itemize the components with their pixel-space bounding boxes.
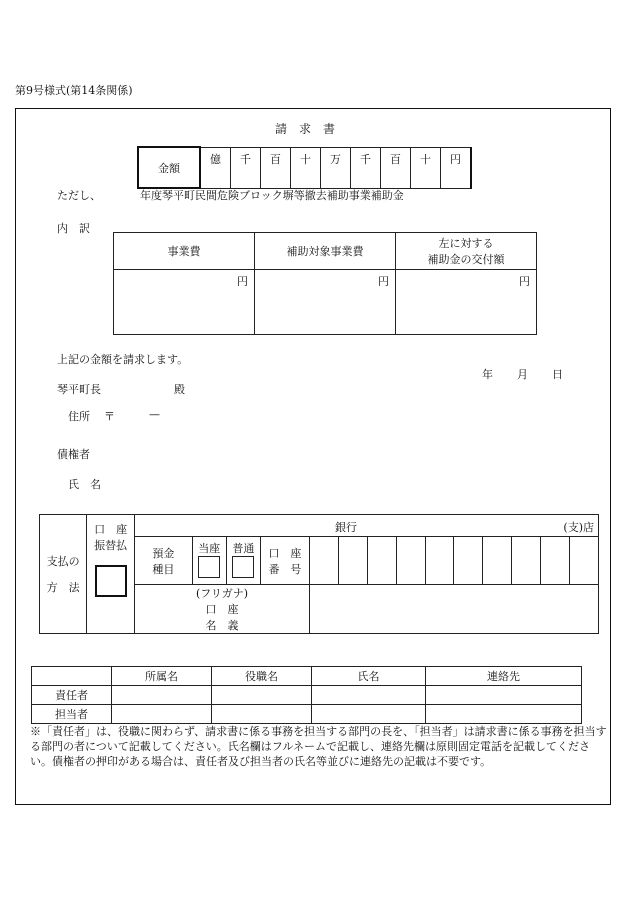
digit-man[interactable]: 万 xyxy=(321,147,351,188)
addressee-honorific: 殿 xyxy=(174,383,185,396)
amount-label: 金額 xyxy=(138,147,200,188)
account-transfer-line1: 口 座 xyxy=(94,523,128,536)
footnote: ※「責任者」は、役職に関わらず、請求書に係る事務を担当する部門の長を、「担当者」は請求書に係る事務を担当する部門の者について記載してください。氏名欄はフルネームで記載し、連絡先欄は原則固定電話を記載してください。債権者の押印がある場合は、責任者及び担当者の氏名等並びに連絡先の記載は不要です。 xyxy=(30,725,607,768)
digit-juu-man[interactable]: 十 xyxy=(291,147,321,188)
purpose-text: 年度琴平町民間危険ブロック塀等撤去補助事業補助金 xyxy=(140,189,404,202)
ordinary-account-checkbox[interactable] xyxy=(232,556,254,578)
row-label-staff: 担当者 xyxy=(32,705,112,724)
address-label: 住所 xyxy=(68,410,90,423)
digit-sen[interactable]: 千 xyxy=(351,147,381,188)
header-position: 役職名 xyxy=(212,667,312,686)
ordinary-account-label: 普通 xyxy=(232,542,255,555)
header-grant-amount xyxy=(396,233,537,270)
responsible-name[interactable] xyxy=(312,686,426,705)
account-number-line2: 番 号 xyxy=(268,562,302,576)
addressee-name: 琴平町長 xyxy=(57,383,101,396)
deposit-type-label xyxy=(135,537,193,585)
staff-name[interactable] xyxy=(312,705,426,724)
date-year: 年 xyxy=(482,368,493,381)
payment-method-label xyxy=(40,515,87,634)
deposit-type-line1: 預金 xyxy=(152,546,175,560)
page-title: 請 求 書 xyxy=(275,122,336,136)
branch-label: (支)店 xyxy=(563,521,594,534)
responsible-position[interactable] xyxy=(212,686,312,705)
account-digit-cell[interactable] xyxy=(309,537,338,585)
row-label-responsible: 責任者 xyxy=(32,686,112,705)
digit-juu[interactable]: 十 xyxy=(411,147,441,188)
account-digit-cell[interactable] xyxy=(569,537,598,585)
digit-hyaku-man[interactable]: 百 xyxy=(261,147,291,188)
digit-oku[interactable]: 億 xyxy=(200,147,231,188)
furigana-label: (フリガナ) xyxy=(195,587,249,600)
breakdown-label: 内 訳 xyxy=(57,222,90,235)
header-eligible-cost: 補助対象事業費 xyxy=(255,233,396,270)
purpose-prefix: ただし、 xyxy=(57,189,101,202)
postal-mark: 〒 xyxy=(104,410,115,423)
project-cost-cell[interactable] xyxy=(114,270,255,335)
current-account-checkbox[interactable] xyxy=(198,556,220,578)
header-grant-line1: 左に対する xyxy=(438,237,494,250)
account-transfer-line2: 振替払 xyxy=(94,539,128,552)
request-text: 上記の金額を請求します。 xyxy=(57,353,189,366)
date-day: 日 xyxy=(552,368,563,381)
bank-label: 銀行 xyxy=(335,521,358,534)
account-digit-cell[interactable] xyxy=(396,537,425,585)
account-digit-cell[interactable] xyxy=(367,537,396,585)
payment-method-line2: 方 法 xyxy=(46,581,80,594)
account-transfer-cell xyxy=(87,515,135,634)
postal-dash: — xyxy=(149,408,160,421)
responsible-contact[interactable] xyxy=(426,686,582,705)
responsible-department[interactable] xyxy=(112,686,212,705)
account-holder-label xyxy=(135,585,310,634)
current-account-cell[interactable] xyxy=(192,537,226,585)
account-holder-field[interactable] xyxy=(309,585,598,634)
transfer-checkbox[interactable] xyxy=(95,565,127,597)
deposit-type-line2: 種目 xyxy=(152,562,175,576)
header-name: 氏名 xyxy=(312,667,426,686)
account-digit-cell[interactable] xyxy=(454,537,483,585)
eligible-cost-cell[interactable] xyxy=(255,270,396,335)
ordinary-account-cell[interactable] xyxy=(226,537,260,585)
account-digit-cell[interactable] xyxy=(541,537,570,585)
digit-hyaku[interactable]: 百 xyxy=(381,147,411,188)
header-grant-line2: 補助金の交付額 xyxy=(427,253,505,266)
digit-sen-man[interactable]: 千 xyxy=(231,147,261,188)
header-department: 所属名 xyxy=(112,667,212,686)
bank-row[interactable] xyxy=(135,515,599,537)
digit-en[interactable]: 円 xyxy=(441,147,472,188)
header-project-cost: 事業費 xyxy=(114,233,255,270)
account-digit-cell[interactable] xyxy=(512,537,541,585)
grant-amount-cell[interactable] xyxy=(396,270,537,335)
staff-position[interactable] xyxy=(212,705,312,724)
date-month: 月 xyxy=(517,368,528,381)
account-number-label xyxy=(260,537,309,585)
account-digit-cell[interactable] xyxy=(483,537,512,585)
account-digit-cell[interactable] xyxy=(425,537,454,585)
account-holder-line2: 名 義 xyxy=(205,619,239,632)
payment-table xyxy=(39,514,599,634)
responsibility-table xyxy=(31,666,582,724)
staff-contact[interactable] xyxy=(426,705,582,724)
payment-method-line1: 支払の xyxy=(46,555,80,568)
account-number-line1: 口 座 xyxy=(268,546,302,560)
yen-unit: 円 xyxy=(378,275,389,288)
account-digit-cell[interactable] xyxy=(338,537,367,585)
yen-unit: 円 xyxy=(237,275,248,288)
current-account-label: 当座 xyxy=(198,542,221,555)
creditor-label: 債権者 xyxy=(57,448,90,461)
breakdown-table xyxy=(113,232,537,335)
account-holder-line1: 口 座 xyxy=(205,603,239,616)
form-number: 第9号様式(第14条関係) xyxy=(15,84,133,97)
resp-corner xyxy=(32,667,112,686)
name-label: 氏 名 xyxy=(68,478,101,491)
header-contact: 連絡先 xyxy=(426,667,582,686)
amount-table xyxy=(137,146,472,189)
yen-unit: 円 xyxy=(519,275,530,288)
staff-department[interactable] xyxy=(112,705,212,724)
